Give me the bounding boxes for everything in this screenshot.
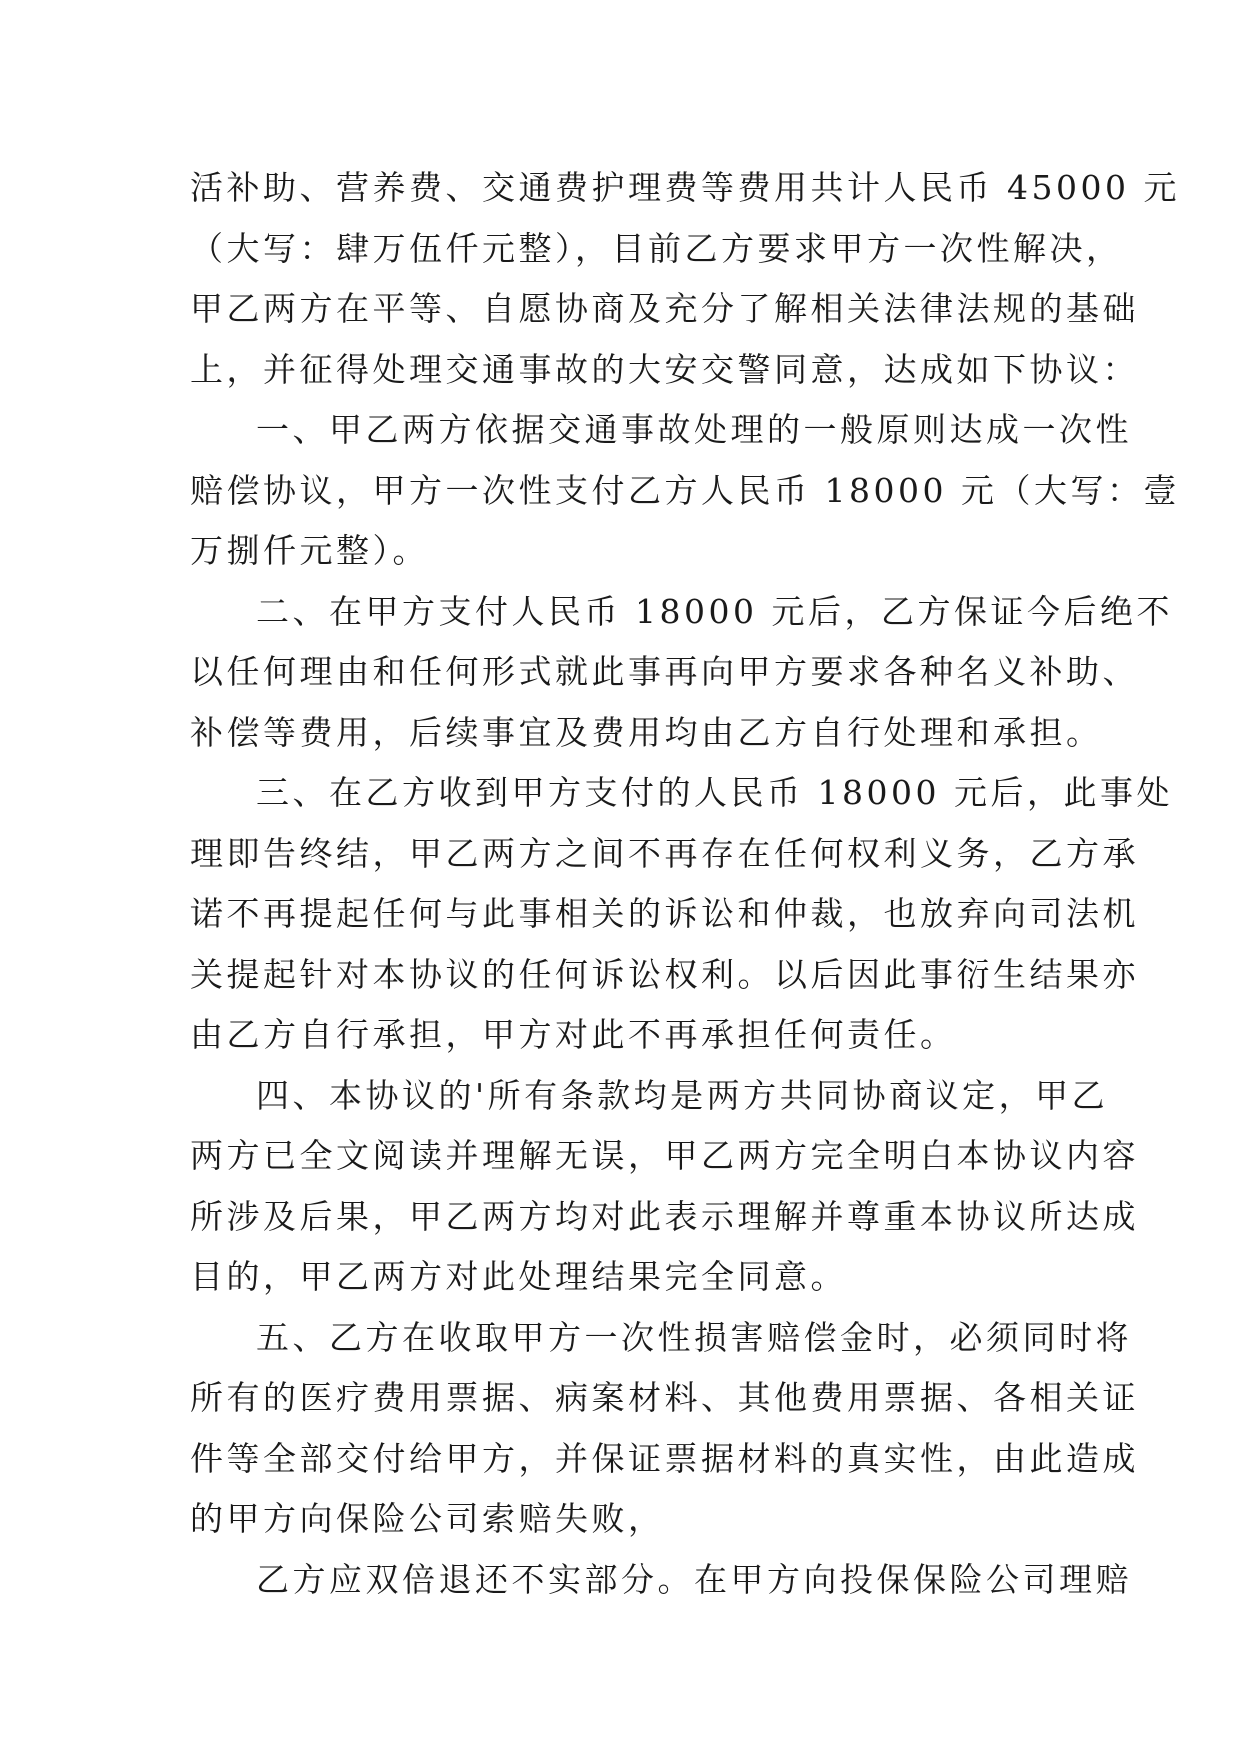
agreement-text: [190, 158, 1180, 1610]
text-line: 所涉及后果，甲乙两方均对此表示理解并尊重本协议所达成: [190, 1196, 1139, 1236]
paragraph-start: 乙方应双倍退还不实部分。在甲方向投保保险公司理赔: [256, 1559, 1132, 1599]
text-line: 由乙方自行承担，甲方对此不再承担任何责任。: [190, 1015, 957, 1054]
text-line: 万捌仟元整）。: [190, 531, 429, 570]
text-line: 甲乙两方在平等、自愿协商及充分了解相关法律法规的基础: [190, 289, 1139, 328]
clause-1-start: 一、甲乙两方依据交通事故处理的一般原则达成一次性: [256, 410, 1132, 449]
text-line: 诺不再提起任何与此事相关的诉讼和仲裁，也放弃向司法机: [190, 894, 1139, 933]
text-line: 活补助、营养费、交通费护理费等费用共计人民币 45000 元: [190, 168, 1180, 207]
text-line: 目的，甲乙两方对此处理结果完全同意。: [190, 1257, 847, 1296]
text-line: 两方已全文阅读并理解无误，甲乙两方完全明白本协议内容: [190, 1136, 1139, 1175]
clause-4-start: 四、本协议的'所有条款均是两方共同协商议定，甲乙: [256, 1075, 1109, 1115]
text-line: 补偿等费用，后续事宜及费用均由乙方自行处理和承担。: [190, 712, 1103, 752]
text-line: 关提起针对本协议的任何诉讼权利。以后因此事衍生结果亦: [190, 954, 1139, 994]
clause-3-start: 三、在乙方收到甲方支付的人民币 18000 元后，此事处: [256, 773, 1173, 812]
text-line: 以任何理由和任何形式就此事再向甲方要求各种名义补助、: [190, 652, 1139, 691]
text-line: （大写：肆万伍仟元整），目前乙方要求甲方一次性解决，: [190, 228, 1123, 268]
text-line: 的甲方向保险公司索赔失败，: [190, 1499, 665, 1538]
text-line: 件等全部交付给甲方，并保证票据材料的真实性，由此造成: [190, 1438, 1139, 1478]
clause-5-start: 五、乙方在收取甲方一次性损害赔偿金时，必须同时将: [256, 1317, 1132, 1357]
text-line: 赔偿协议，甲方一次性支付乙方人民币 18000 元（大写：壹: [190, 470, 1180, 510]
text-line: 上，并征得处理交通事故的大安交警同意，达成如下协议：: [190, 349, 1139, 389]
text-line: 所有的医疗费用票据、病案材料、其他费用票据、各相关证: [190, 1378, 1139, 1417]
clause-2-start: 二、在甲方支付人民币 18000 元后，乙方保证今后绝不: [256, 591, 1173, 631]
text-line: 理即告终结，甲乙两方之间不再存在任何权利义务，乙方承: [190, 833, 1139, 873]
